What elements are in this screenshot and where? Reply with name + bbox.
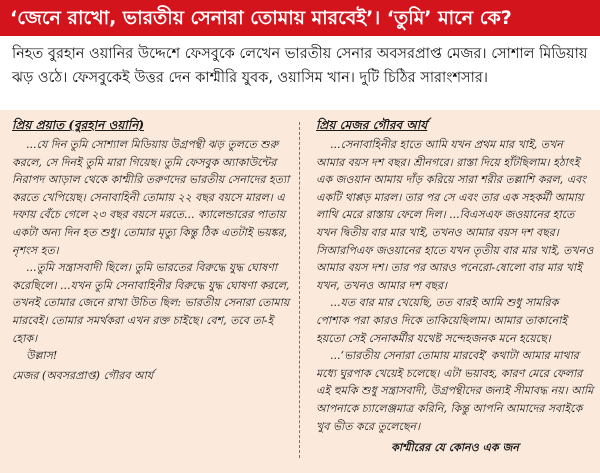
letter-major-para-1: ...যে দিন তুমি সোশ্যাল মিডিয়ায় উগ্রপন্থী ঝড় তুলতে শুরু করলে, সে দিনই তুমি মারা গিয়েছ। তুমি ফেসবুক অ্যাকাউন্টের নিরাপদ আড়াল থেকে কাশ্মীরি তরুণদের ভারতীয় সেনাদের হত্যা করতে খেপিয়েছ। সেনাবাহিনী তোমায় ২২ বছর বয়সে মারল। এ দফায় বেঁচে গেলে ২৩ বছর বয়সে মরতে... ক্যালেন্ডারের পাতায় একটা অন্য দিন হত শুধু। তোমার মৃত্যু কিন্তু ঠিক এতটাই ভয়ঙ্কর, নৃশংস হত। xyxy=(12,138,290,257)
letter-kashmiri-salutation: প্রিয় মেজর গৌরব আর্য xyxy=(316,118,428,132)
letter-kashmiri-signature: কাশ্মীরের যে কোনও এক জন xyxy=(391,441,519,455)
letter-major xyxy=(12,116,290,384)
letter-kashmiri-para-3: ...‘ভারতীয় সেনারা তোমায় মারবেই’ কথাটা আমার মাথার মধ্যে ঘুরপাক খেয়েই চলেছে। এটা ভয়াবহ, কারণ মেরে ফেলার এই হুমকি শুধু সন্ত্রাসবাদী, উগ্রপন্থীদের জন্যই সীমাবদ্ধ নয়। আমি আপনাকে চ্যালেঞ্জমাত্র করিনি, কিন্তু আপনি আমাদের সবাইকে খুব ভীত করে তুলেছেন। xyxy=(316,349,594,433)
letters-panel xyxy=(0,110,600,473)
headline-banner: ‘জেনে রাখো, ভারতীয় সেনারা তোমায় মারবেই’। ‘তুমি’ মানে কে? xyxy=(0,0,600,36)
intro-paragraph: নিহত বুরহান ওয়ানির উদ্দেশে ফেসবুকে লেখেন ভারতীয় সেনার অবসরপ্রাপ্ত মেজর। সোশাল মিডিয়ায় ঝড় ওঠে। ফেসবুকেই উত্তর দেন কাশ্মীরি যুবক, ওয়াসিম খান। দুটি চিঠির সারাংশসার। xyxy=(12,46,588,86)
letter-kashmiri-para-2: ...যত বার মার খেয়েছি, তত বারই আমি শুধু সামরিক পোশাক পরা কারও দিকে তাকিয়েছিলাম। আমার তাকানোই হয়তো সেই সেনাকর্মীর যথেষ্ট সন্দেহজনক মনে হয়েছে। xyxy=(316,296,568,345)
letter-kashmiri xyxy=(316,116,594,457)
letter-major-para-2: ...তুমি সন্ত্রাসবাদী ছিলে। তুমি ভারতের বিরুদ্ধে যুদ্ধ ঘোষণা করেছিলে। ...যখন তুমি সেনাবাহিনীর বিরুদ্ধে যুদ্ধ ঘোষণা করলে, তখনই তোমার জেনে রাখা উচিত ছিল: ভারতীয় সেনারা তোমায় মারবেই। তোমার সমর্থকরা এখন রক্ত চাইছে। বেশ, তবে তা-ই হোক। xyxy=(12,261,290,345)
letter-major-closing: উল্লাস! xyxy=(26,349,58,363)
column-divider xyxy=(299,122,300,458)
letter-major-signature: মেজর (অবসরপ্রাপ্ত) গৌরব আর্য xyxy=(12,368,154,382)
letter-major-salutation: প্রিয় প্রয়াত (বুরহান ওয়ানি) xyxy=(12,118,145,132)
letter-kashmiri-para-1: ...সেনাবাহিনীর হাতে আমি যখন প্রথম মার খাই, তখন আমার বয়স দশ বছর। শ্রীনগরে। রাস্তা দিয়ে হাঁটছিলাম। হঠাৎই এক জওয়ান আমায় দাঁড় করিয়ে সারা শরীর তল্লাশি করল, এবং একটি থাপ্পড় মারল। তার পর সে এবং তার এক সহকর্মী আমায় লাথি মেরে রাস্তায় ফেলে দিল। ...বিএসএফ জওয়ানের হাতে যখন দ্বিতীয় বার মার খাই, তখনও আমার বয়স দশ বছর। সিআরপিএফ জওয়ানের হাতে যখন তৃতীয় বার মার খাই, তখনও আমার বয়স দশ। তার পর আরও পনেরো-ষোলো বার মার খাই যখন, তখনও আমার দশ বছর। xyxy=(316,138,594,292)
